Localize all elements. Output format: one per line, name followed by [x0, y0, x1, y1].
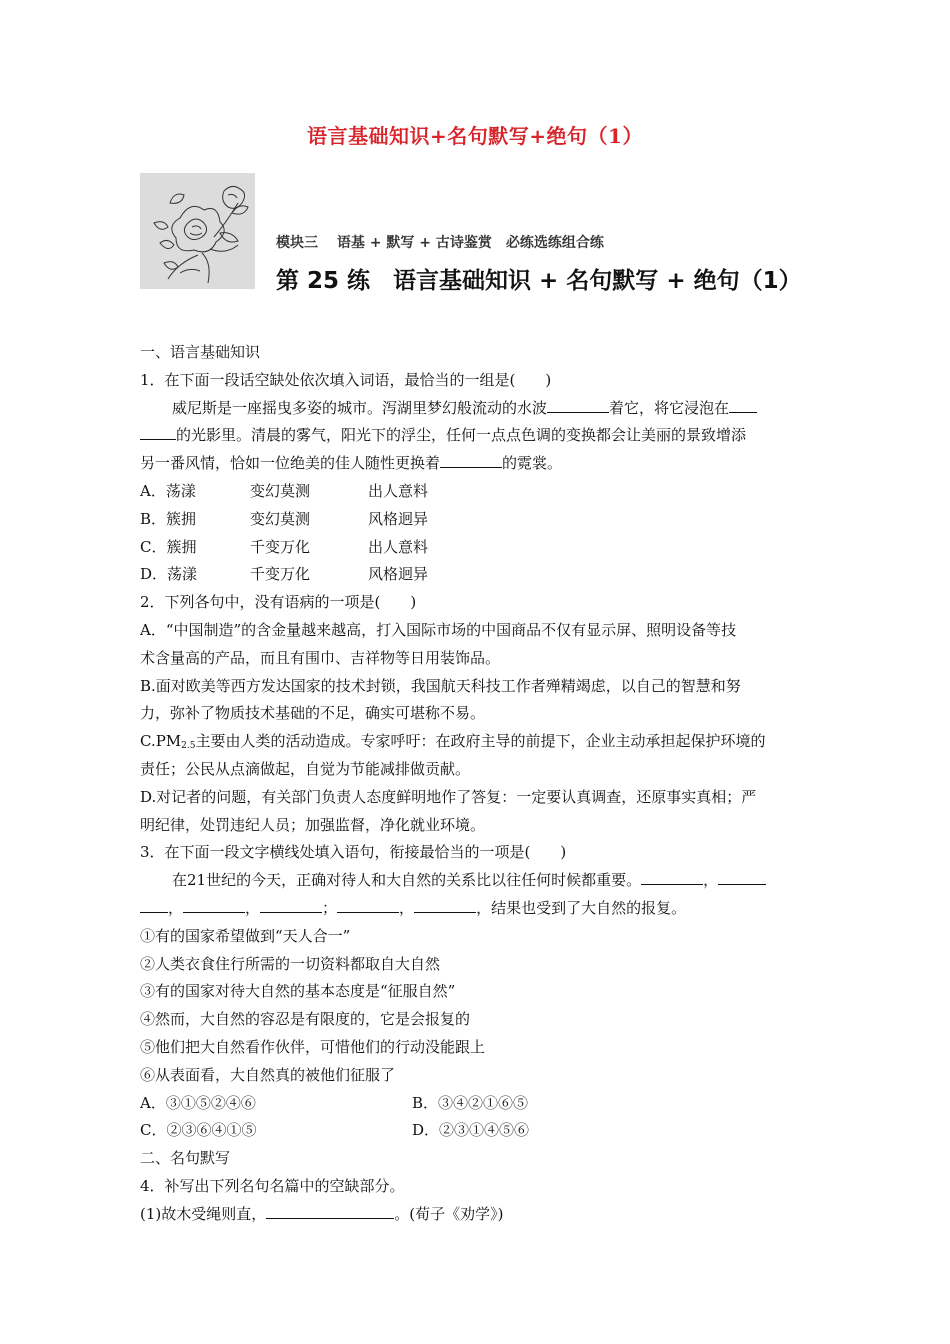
question-2-option-b-line-1: B.面对欧美等西方发达国家的技术封锁，我国航天科技工作者殚精竭虑，以自己的智慧和努 [140, 676, 741, 695]
question-2-option-c-line-1: $C.PM_{2.5}$主要由人类的活动造成。专家呼吁：在政府主导的前提下，企业主动承担起保护环境的 [140, 732, 766, 752]
question-1-option-c: C．簇拥 千变万化 出人意料 [140, 537, 429, 556]
peony-drawing [140, 173, 255, 289]
question-2-option-c-line-2: 责任；公民从点滴做起，自觉为节能减排做贡献。 [140, 759, 471, 778]
question-2-option-a-line-2: 术含量高的产品，而且有围巾、吉祥物等日用装饰品。 [140, 648, 501, 667]
document-title: 语言基础知识+名句默写+绝句（1） [307, 124, 643, 148]
fill-blank [440, 451, 502, 468]
section-heading-1: 一、语言基础知识 [140, 343, 261, 361]
fill-blank [266, 1202, 394, 1219]
question-1-option-d: D．荡漾 千变万化 风格迥异 [140, 565, 429, 584]
fill-blank [337, 896, 399, 913]
question-4-item-1: (1)故木受绳则直， 。(荀子《劝学》) [140, 1201, 812, 1229]
fill-blank [729, 396, 757, 413]
question-3-options-ab: A．③①⑤②④⑥ B．③④②①⑥⑤ [140, 1093, 529, 1112]
fill-blank [140, 896, 168, 913]
question-4-stem: 4．补写出下列名句名篇中的空缺部分。 [140, 1176, 405, 1195]
fill-blank [140, 423, 176, 440]
document-body [140, 339, 812, 1229]
question-3-passage-line-1: 在21世纪的今天，正确对待人和大自然的关系比以往任何时候都重要。 ， [140, 867, 812, 895]
question-1-passage-line-3: 另一番风情，恰如一位绝美的佳人随性更换着 的霓裳。 [140, 450, 812, 478]
question-1-option-b: B．簇拥 变幻莫测 风格迥异 [140, 509, 429, 528]
fill-blank [718, 868, 766, 885]
section-heading-2: 二、名句默写 [140, 1149, 231, 1168]
question-3-item-5: ⑤他们把大自然看作伙伴，可惜他们的行动没能跟上 [140, 1037, 486, 1056]
question-3-stem: 3．在下面一段文字横线处填入语句，衔接最恰当的一项是( ) [140, 843, 567, 862]
question-2-option-b-line-2: 力，弥补了物质技术基础的不足，确实可堪称不易。 [140, 704, 486, 723]
question-3-item-1: ①有的国家希望做到“天人合一” [140, 926, 351, 945]
fill-blank [260, 896, 322, 913]
fill-blank [641, 868, 703, 885]
question-2-option-a-line-1: A．“中国制造”的含金量越来越高，打入国际市场的中国商品不仅有显示屏、照明设备等技 [140, 620, 737, 639]
question-2-option-d-line-2: 明纪律，处罚违纪人员；加强监督，净化就业环境。 [140, 815, 486, 834]
question-2-option-d-line-1: D.对记者的问题，有关部门负责人态度鲜明地作了答复：一定要认真调查，还原事实真相；严 [140, 787, 757, 806]
peony-illustration [140, 173, 255, 289]
question-1-passage-line-1: 威尼斯是一座摇曳多姿的城市。泻湖里梦幻般流动的水波 着它，将它浸泡在 [140, 395, 812, 423]
question-1-stem: 1．在下面一段话空缺处依次填入词语，最恰当的一组是( ) [140, 370, 552, 389]
fill-blank [547, 396, 609, 413]
question-3-item-4: ④然而，大自然的容忍是有限度的，它是会报复的 [140, 1010, 471, 1029]
question-1-passage-line-2: 的光影里。清晨的雾气，阳光下的浮尘，任何一点点色调的变换都会让美丽的景致增添 [140, 422, 812, 450]
banner-heading: 第 25 练 语言基础知识 + 名句默写 + 绝句（1） [276, 268, 802, 294]
question-3-item-6: ⑥从表面看，大自然真的被他们征服了 [140, 1065, 396, 1084]
question-3-item-3: ③有的国家对待大自然的基本态度是“征服自然” [140, 982, 456, 1001]
fill-blank [183, 896, 245, 913]
question-3-passage-line-2: ， ， ； ， ，结果也受到了大自然的报复。 [140, 895, 812, 923]
fill-blank [414, 896, 476, 913]
question-2-stem: 2．下列各句中，没有语病的一项是( ) [140, 593, 417, 612]
question-3-options-cd: C．②③⑥④①⑤ D．②③①④⑤⑥ [140, 1121, 530, 1140]
question-1-option-a: A．荡漾 变幻莫测 出人意料 [140, 481, 429, 500]
banner-module-label: 模块三 语基 + 默写 + 古诗鉴赏 必练选练组合练 [276, 235, 604, 251]
question-3-item-2: ②人类衣食住行所需的一切资料都取自大自然 [140, 954, 441, 973]
